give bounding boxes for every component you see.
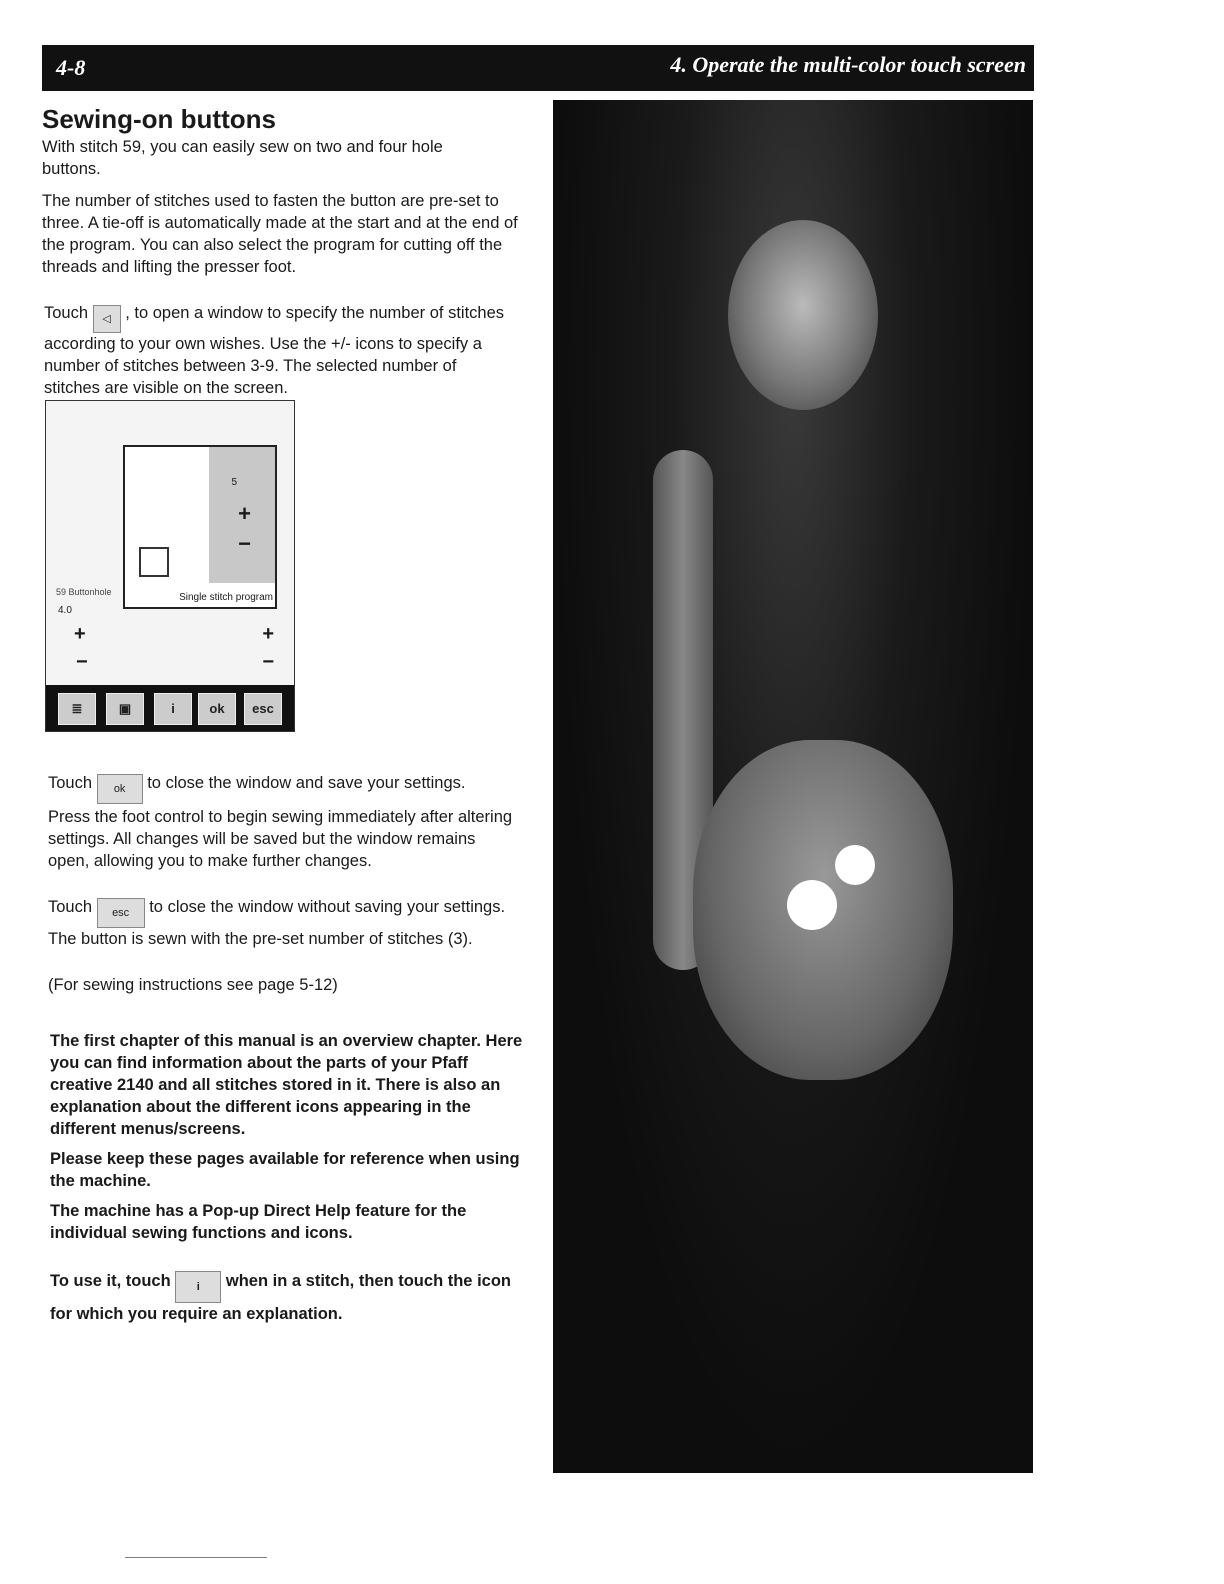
paragraph-touch-esc: [48, 896, 518, 950]
paragraph-reference: (For sewing instructions see page 5-12): [48, 976, 338, 994]
esc-icon: esc: [97, 898, 145, 928]
screen-toolbar: [46, 685, 294, 731]
width-value: 4.0: [58, 605, 72, 616]
touch-screen-figure: [45, 400, 295, 732]
width-plus-icon[interactable]: +: [74, 623, 86, 645]
plus-icon[interactable]: +: [238, 501, 251, 526]
paragraph-touch-stitches: [44, 302, 514, 399]
length-plus-icon[interactable]: +: [262, 623, 274, 645]
touch-text: to close the window and save your settings.: [147, 774, 466, 792]
ok-icon: ok: [97, 774, 143, 804]
touch-label: Touch: [48, 774, 93, 792]
girl-face: [728, 220, 878, 410]
touch-label: Touch: [48, 898, 93, 916]
stitch-count-window: [123, 445, 277, 609]
section-title: Sewing-on buttons: [42, 104, 276, 134]
stitch-name: 59 Buttonhole: [56, 587, 112, 597]
stitch-count-icon: ◁: [93, 305, 121, 333]
paragraph-intro: With stitch 59, you can easily sew on two and four hole buttons.: [42, 138, 443, 178]
paragraph-touch-ok: [48, 772, 518, 804]
touch-text: when in a stitch, then touch the icon for which you require an explanation.: [50, 1272, 511, 1323]
toy-eye: [835, 845, 875, 885]
stitch-count-value: 5: [231, 477, 237, 488]
single-stitch-label: Single stitch program: [179, 592, 273, 603]
minus-icon[interactable]: −: [238, 531, 251, 556]
program-button[interactable]: ▣: [106, 693, 144, 725]
info-button[interactable]: i: [154, 693, 192, 725]
touch-label: Touch: [44, 304, 89, 322]
help-usage-paragraph: [50, 1270, 525, 1325]
toy-eye: [787, 880, 837, 930]
overview-paragraph: The first chapter of this manual is an overview chapter. Here you can find information about the parts of your Pfaff creative 2140 and all stitches stored in it. There is also an explanation about the different icons appearing in the different menus/screens.: [50, 1032, 523, 1138]
info-icon: i: [175, 1271, 221, 1303]
page-number: 4-8: [56, 55, 86, 80]
reference-paragraph: Please keep these pages available for reference when using the machine.: [50, 1150, 520, 1190]
ok-button[interactable]: ok: [198, 693, 236, 725]
girl-with-toy-photo: [553, 100, 1033, 1473]
menu-button[interactable]: ≣: [58, 693, 96, 725]
footer-rule: [125, 1557, 267, 1558]
width-minus-icon[interactable]: −: [76, 651, 88, 673]
button-symbol: [139, 547, 169, 577]
touch-text: , to open a window to specify the number of stitches according to your own wishes. Use the +/- icons to specify a number of stitches between 3-9. The selected number of stitches are visible on the screen.: [44, 304, 505, 397]
touch-label: To use it, touch: [50, 1272, 171, 1290]
esc-button[interactable]: esc: [244, 693, 282, 725]
help-paragraph: The machine has a Pop-up Direct Help feature for the individual sewing functions and icons.: [50, 1202, 467, 1242]
length-minus-icon[interactable]: −: [262, 651, 274, 673]
paragraph-preset: The number of stitches used to fasten the button are pre-set to three. A tie-off is automatically made at the start and at the end of the program. You can also select the program for cutting off the threads and lifting the presser foot.: [42, 192, 518, 276]
chapter-title: 4. Operate the multi-color touch screen: [670, 52, 1026, 77]
page-header: [42, 45, 1034, 91]
touch-text: to close the window without saving your settings. The button is sewn with the pre-set number of stitches (3).: [48, 898, 506, 948]
paragraph-foot-control: Press the foot control to begin sewing immediately after altering settings. All changes will be saved but the window remains open, allowing you to make further changes.: [48, 808, 513, 870]
